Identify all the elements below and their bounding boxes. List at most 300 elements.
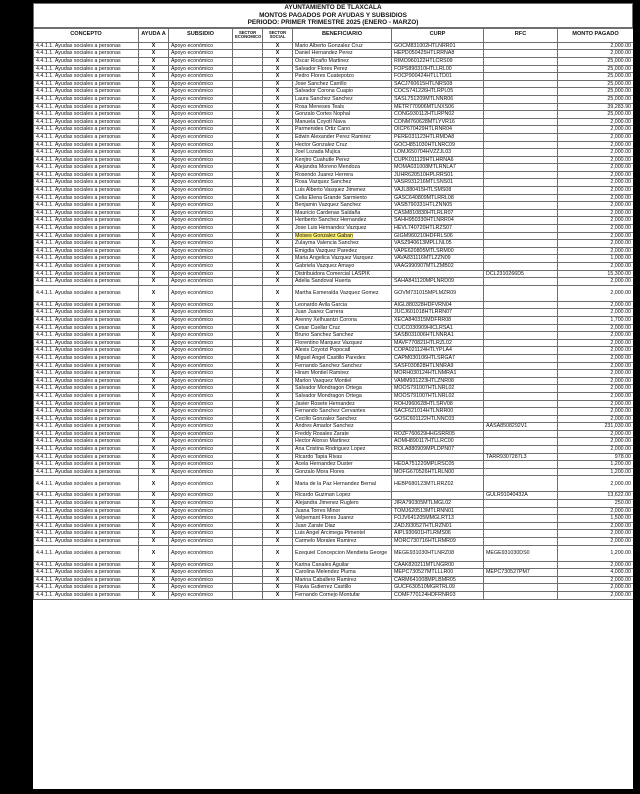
rfc-cell [484, 73, 558, 81]
sector-economico-mark [233, 354, 263, 362]
sector-economico-mark [233, 103, 263, 111]
subsidio-cell: Apoyo económico [169, 576, 233, 584]
ayuda-mark: X [139, 73, 169, 81]
beneficiario-cell: Karina Canales Aguilar [293, 561, 392, 569]
concepto-cell: 4.4.1.1. Ayudas sociales a personas [34, 187, 139, 195]
sector-social-mark: X [263, 73, 293, 81]
rfc-cell [484, 530, 558, 538]
sector-social-mark: X [263, 57, 293, 65]
sector-social-mark: X [263, 530, 293, 538]
subsidio-cell: Apoyo económico [169, 133, 233, 141]
curp-cell: COMF770124HDFRNR03 [392, 591, 484, 599]
table-row [34, 111, 634, 119]
sector-economico-mark [233, 95, 263, 103]
table-row [34, 530, 634, 538]
col-rfc: RFC [484, 28, 558, 42]
ayuda-mark: X [139, 118, 169, 126]
rfc-cell [484, 247, 558, 255]
table-row [34, 141, 634, 149]
subsidio-cell: Apoyo económico [169, 141, 233, 149]
monto-cell: 2,000.00 [558, 232, 634, 240]
rfc-cell [484, 507, 558, 515]
sector-social-mark: X [263, 103, 293, 111]
sector-social-mark: X [263, 476, 293, 492]
concepto-cell: 4.4.1.1. Ayudas sociales a personas [34, 584, 139, 592]
sector-economico-mark [233, 164, 263, 172]
ayuda-mark: X [139, 301, 169, 309]
table-row [34, 217, 634, 225]
table-row [34, 263, 634, 271]
ayuda-mark: X [139, 309, 169, 317]
highlighted-name: Moises Gonzalez Gaban [295, 232, 354, 239]
curp-cell: CUCC030909HICLRSA1 [392, 324, 484, 332]
concepto-cell: 4.4.1.1. Ayudas sociales a personas [34, 576, 139, 584]
curp-cell: ROLA880909MPLDPN07 [392, 446, 484, 454]
sector-economico-mark [233, 545, 263, 561]
ayuda-mark: X [139, 270, 169, 278]
table-row [34, 179, 634, 187]
beneficiario-cell: Bruno Sanchez Sanchez [293, 332, 392, 340]
sector-social-mark: X [263, 569, 293, 577]
sector-economico-mark [233, 65, 263, 73]
curp-cell: ZADJ930527HTLRZN01 [392, 522, 484, 530]
concepto-cell: 4.4.1.1. Ayudas sociales a personas [34, 377, 139, 385]
curp-cell: SASF030828HTLNNRA9 [392, 362, 484, 370]
subsidio-cell: Apoyo económico [169, 370, 233, 378]
curp-cell: MEGE931030HTLNRZ08 [392, 545, 484, 561]
table-row [34, 118, 634, 126]
sector-social-mark: X [263, 270, 293, 278]
curp-cell: VASZ940613MPLLNL05 [392, 240, 484, 248]
curp-cell: CONG930112HTLRPN02 [392, 111, 484, 119]
concepto-cell: 4.4.1.1. Ayudas sociales a personas [34, 285, 139, 301]
sector-economico-mark [233, 492, 263, 500]
sector-economico-mark [233, 584, 263, 592]
beneficiario-cell: Mario Alberto Gonzalez Cruz [293, 42, 392, 50]
sector-social-mark: X [263, 538, 293, 546]
sector-economico-mark [233, 385, 263, 393]
monto-cell: 2,000.00 [558, 126, 634, 134]
concepto-cell: 4.4.1.1. Ayudas sociales a personas [34, 569, 139, 577]
sector-economico-mark [233, 500, 263, 508]
rfc-cell [484, 80, 558, 88]
subsidio-cell: Apoyo económico [169, 400, 233, 408]
table-row [34, 133, 634, 141]
monto-cell: 39,283.90 [558, 103, 634, 111]
subsidio-cell: Apoyo económico [169, 80, 233, 88]
monto-cell: 2,000.00 [558, 476, 634, 492]
table-row [34, 202, 634, 210]
concepto-cell: 4.4.1.1. Ayudas sociales a personas [34, 385, 139, 393]
ayuda-mark: X [139, 591, 169, 599]
table-row [34, 400, 634, 408]
concepto-cell: 4.4.1.1. Ayudas sociales a personas [34, 515, 139, 523]
sector-social-mark: X [263, 423, 293, 431]
rfc-cell [484, 209, 558, 217]
subsidio-cell: Apoyo económico [169, 278, 233, 286]
monto-cell: 2,000.00 [558, 584, 634, 592]
ayuda-mark: X [139, 285, 169, 301]
ayuda-mark: X [139, 225, 169, 233]
table-row [34, 415, 634, 423]
sector-social-mark: X [263, 156, 293, 164]
table-row [34, 88, 634, 96]
beneficiario-cell: Miguel Angel Castillo Paredes [293, 354, 392, 362]
rfc-cell [484, 561, 558, 569]
subsidio-cell: Apoyo económico [169, 309, 233, 317]
curp-cell [392, 270, 484, 278]
rfc-cell [484, 377, 558, 385]
ayuda-mark: X [139, 88, 169, 96]
monto-cell: 2,000.00 [558, 538, 634, 546]
subsidio-cell: Apoyo económico [169, 453, 233, 461]
concepto-cell: 4.4.1.1. Ayudas sociales a personas [34, 95, 139, 103]
concepto-cell: 4.4.1.1. Ayudas sociales a personas [34, 423, 139, 431]
sector-economico-mark [233, 515, 263, 523]
concepto-cell: 4.4.1.1. Ayudas sociales a personas [34, 324, 139, 332]
subsidio-cell: Apoyo económico [169, 461, 233, 469]
rfc-cell [484, 584, 558, 592]
concepto-cell: 4.4.1.1. Ayudas sociales a personas [34, 507, 139, 515]
rfc-cell [484, 118, 558, 126]
sector-economico-mark [233, 430, 263, 438]
table-row [34, 354, 634, 362]
curp-cell: JUCJ601018HTLRRN07 [392, 309, 484, 317]
curp-cell: SASL751209MTLNNR06 [392, 95, 484, 103]
table-row [34, 225, 634, 233]
monto-cell: 2,000.00 [558, 415, 634, 423]
concepto-cell: 4.4.1.1. Ayudas sociales a personas [34, 301, 139, 309]
table-row [34, 522, 634, 530]
sector-social-mark: X [263, 453, 293, 461]
curp-cell: MOOS791007HTLNRL02 [392, 385, 484, 393]
subsidio-cell: Apoyo económico [169, 65, 233, 73]
beneficiario-cell: Laura Sanchez Sanchez [293, 95, 392, 103]
rfc-cell [484, 141, 558, 149]
sector-economico-mark [233, 324, 263, 332]
beneficiario-cell: Alexis Coyotzi Popocatl [293, 347, 392, 355]
rfc-cell [484, 171, 558, 179]
beneficiario-cell: Jose Sanchez Carrillo [293, 80, 392, 88]
sector-social-mark: X [263, 438, 293, 446]
table-row [34, 164, 634, 172]
sector-social-mark: X [263, 149, 293, 157]
subsidio-cell: Apoyo económico [169, 156, 233, 164]
concepto-cell: 4.4.1.1. Ayudas sociales a personas [34, 50, 139, 58]
curp-cell: MORH030124HTLNMRA1 [392, 370, 484, 378]
beneficiario-cell: Pedro Flores Cuatepotzo [293, 73, 392, 81]
subsidio-cell: Apoyo económico [169, 247, 233, 255]
ayuda-mark: X [139, 453, 169, 461]
col-sector-economico: SECTOR ECONOMICO [233, 28, 263, 42]
monto-cell: 2,000.00 [558, 430, 634, 438]
sector-economico-mark [233, 255, 263, 263]
subsidio-cell: Apoyo económico [169, 362, 233, 370]
rfc-cell [484, 446, 558, 454]
concepto-cell: 4.4.1.1. Ayudas sociales a personas [34, 156, 139, 164]
curp-cell [392, 492, 484, 500]
rfc-cell [484, 385, 558, 393]
beneficiario-cell: Luis Alberto Vasquez Jimenez [293, 187, 392, 195]
curp-cell: CARM641008MPLBMR05 [392, 576, 484, 584]
monto-cell: 2,000.00 [558, 141, 634, 149]
monto-cell: 2,000.00 [558, 285, 634, 301]
rfc-cell [484, 232, 558, 240]
table-row [34, 500, 634, 508]
concepto-cell: 4.4.1.1. Ayudas sociales a personas [34, 263, 139, 271]
concepto-cell: 4.4.1.1. Ayudas sociales a personas [34, 332, 139, 340]
rfc-cell [484, 103, 558, 111]
sector-social-mark: X [263, 408, 293, 416]
subsidio-cell: Apoyo económico [169, 438, 233, 446]
sector-social-mark: X [263, 468, 293, 476]
curp-cell: SAHA841120MPLNRD09 [392, 278, 484, 286]
sector-social-mark: X [263, 255, 293, 263]
monto-cell: 25,000.00 [558, 111, 634, 119]
rfc-cell [484, 362, 558, 370]
sector-social-mark: X [263, 126, 293, 134]
document-sheet [33, 3, 633, 789]
monto-cell: 2,000.00 [558, 591, 634, 599]
monto-cell: 2,000.00 [558, 278, 634, 286]
subsidio-cell: Apoyo económico [169, 225, 233, 233]
sector-economico-mark [233, 88, 263, 96]
sector-social-mark: X [263, 50, 293, 58]
beneficiario-cell: Juan Zarate Diaz [293, 522, 392, 530]
concepto-cell: 4.4.1.1. Ayudas sociales a personas [34, 111, 139, 119]
table-row [34, 370, 634, 378]
beneficiario-cell: Distribuidora Comercial LASPIK [293, 270, 392, 278]
beneficiario-cell: Arenny Xelhuantzi Corona [293, 316, 392, 324]
sector-social-mark: X [263, 461, 293, 469]
rfc-cell [484, 339, 558, 347]
sector-economico-mark [233, 133, 263, 141]
table-row [34, 50, 634, 58]
curp-cell: JUHR620510HPLRRS01 [392, 171, 484, 179]
table-row [34, 453, 634, 461]
curp-cell: SASB031006HTLNNRA1 [392, 332, 484, 340]
monto-cell: 2,000.00 [558, 332, 634, 340]
concepto-cell: 4.4.1.1. Ayudas sociales a personas [34, 446, 139, 454]
sector-economico-mark [233, 156, 263, 164]
monto-cell: 15,300.00 [558, 270, 634, 278]
ayuda-mark: X [139, 133, 169, 141]
sector-social-mark: X [263, 515, 293, 523]
table-row [34, 569, 634, 577]
ayuda-mark: X [139, 408, 169, 416]
beneficiario-cell: Kenjiro Cuahutle Perez [293, 156, 392, 164]
monto-cell: 231,030.00 [558, 423, 634, 431]
sector-economico-mark [233, 377, 263, 385]
curp-cell: GUCF630510MGRTRL09 [392, 584, 484, 592]
monto-cell: 25,000.00 [558, 80, 634, 88]
sector-economico-mark [233, 179, 263, 187]
ayuda-mark: X [139, 400, 169, 408]
curp-cell: MAVF770821HTLRZL02 [392, 339, 484, 347]
ayuda-mark: X [139, 423, 169, 431]
beneficiario-cell: Salvador Mondragon Ortega [293, 385, 392, 393]
ayuda-mark: X [139, 354, 169, 362]
sector-economico-mark [233, 438, 263, 446]
ayuda-mark: X [139, 515, 169, 523]
curp-cell: SAHH950330HTLNRR04 [392, 217, 484, 225]
curp-cell: SACJ760615HTLNRS08 [392, 80, 484, 88]
sector-social-mark: X [263, 339, 293, 347]
curp-cell: XECA840315MDFRR08 [392, 316, 484, 324]
sector-economico-mark [233, 362, 263, 370]
col-ayuda: AYUDA A [139, 28, 169, 42]
rfc-cell [484, 88, 558, 96]
sector-economico-mark [233, 370, 263, 378]
sector-economico-mark [233, 232, 263, 240]
subsidio-cell: Apoyo económico [169, 118, 233, 126]
beneficiario-cell: Hiram Montiel Ramirez [293, 370, 392, 378]
rfc-cell [484, 263, 558, 271]
monto-cell: 2,000.00 [558, 446, 634, 454]
monto-cell: 2,000.00 [558, 347, 634, 355]
monto-cell: 2,000.00 [558, 179, 634, 187]
rfc-cell [484, 370, 558, 378]
concepto-cell: 4.4.1.1. Ayudas sociales a personas [34, 430, 139, 438]
rfc-cell [484, 285, 558, 301]
beneficiario-cell: Ana Cristina Rodriguez Lopez [293, 446, 392, 454]
sector-social-mark: X [263, 415, 293, 423]
ayuda-mark: X [139, 80, 169, 88]
sector-economico-mark [233, 225, 263, 233]
sector-social-mark: X [263, 65, 293, 73]
concepto-cell: 4.4.1.1. Ayudas sociales a personas [34, 118, 139, 126]
sector-economico-mark [233, 569, 263, 577]
subsidio-cell: Apoyo económico [169, 95, 233, 103]
sector-social-mark: X [263, 377, 293, 385]
sector-economico-mark [233, 400, 263, 408]
sector-social-mark: X [263, 141, 293, 149]
curp-cell: VAMM931223HTLZNR08 [392, 377, 484, 385]
ayuda-mark: X [139, 57, 169, 65]
table-row [34, 285, 634, 301]
curp-cell: PERE031123HTLRMDA8 [392, 133, 484, 141]
subsidio-cell: Apoyo económico [169, 111, 233, 119]
concepto-cell: 4.4.1.1. Ayudas sociales a personas [34, 141, 139, 149]
sector-economico-mark [233, 415, 263, 423]
monto-cell: 1,500.00 [558, 515, 634, 523]
monto-cell: 250.00 [558, 500, 634, 508]
monto-cell: 25,000.00 [558, 57, 634, 65]
sector-social-mark: X [263, 278, 293, 286]
sector-economico-mark [233, 576, 263, 584]
sector-economico-mark [233, 591, 263, 599]
rfc-cell [484, 538, 558, 546]
beneficiario-cell: Andres Amador Sanchez [293, 423, 392, 431]
ayuda-mark: X [139, 339, 169, 347]
sector-social-mark: X [263, 385, 293, 393]
monto-cell: 2,000.00 [558, 202, 634, 210]
concepto-cell: 4.4.1.1. Ayudas sociales a personas [34, 438, 139, 446]
rfc-cell [484, 42, 558, 50]
table-row [34, 247, 634, 255]
monto-cell: 2,000.00 [558, 438, 634, 446]
concepto-cell: 4.4.1.1. Ayudas sociales a personas [34, 476, 139, 492]
monto-cell: 1,200.00 [558, 545, 634, 561]
sector-social-mark: X [263, 217, 293, 225]
table-row [34, 468, 634, 476]
ayuda-mark: X [139, 149, 169, 157]
beneficiario-cell: Zulayma Valencia Sanchez [293, 240, 392, 248]
sector-economico-mark [233, 316, 263, 324]
ayuda-mark: X [139, 263, 169, 271]
beneficiario-cell: Florentino Marquez Vazquez [293, 339, 392, 347]
rfc-cell [484, 415, 558, 423]
concepto-cell: 4.4.1.1. Ayudas sociales a personas [34, 461, 139, 469]
sector-social-mark: X [263, 507, 293, 515]
concepto-cell: 4.4.1.1. Ayudas sociales a personas [34, 347, 139, 355]
table-row [34, 126, 634, 134]
rfc-cell [484, 324, 558, 332]
table-row [34, 103, 634, 111]
sector-economico-mark [233, 332, 263, 340]
sector-social-mark: X [263, 187, 293, 195]
ayuda-mark: X [139, 111, 169, 119]
table-row [34, 515, 634, 523]
sector-economico-mark [233, 468, 263, 476]
rfc-cell [484, 255, 558, 263]
table-row [34, 65, 634, 73]
subsidio-cell: Apoyo económico [169, 301, 233, 309]
rfc-cell [484, 187, 558, 195]
beneficiario-cell: Maria de la Paz Hernandez Bernal [293, 476, 392, 492]
beneficiario-cell: Fernando Cornejo Montufar [293, 591, 392, 599]
curp-cell: AOMH890117HTLLRC00 [392, 438, 484, 446]
table-row [34, 476, 634, 492]
concepto-cell: 4.4.1.1. Ayudas sociales a personas [34, 408, 139, 416]
beneficiario-cell: Alejandra Moreno Mendoza [293, 164, 392, 172]
sector-social-mark: X [263, 164, 293, 172]
rfc-cell [484, 461, 558, 469]
beneficiario-cell: Salvador Flores Perez [293, 65, 392, 73]
monto-cell: 2,000.00 [558, 507, 634, 515]
sector-economico-mark [233, 263, 263, 271]
monto-cell: 25,000.00 [558, 65, 634, 73]
monto-cell: 2,000.00 [558, 50, 634, 58]
beneficiario-cell [293, 232, 392, 240]
monto-cell: 2,000.00 [558, 522, 634, 530]
ayuda-mark: X [139, 171, 169, 179]
monto-cell: 2,000.00 [558, 156, 634, 164]
table-row [34, 446, 634, 454]
monto-cell: 2,000.00 [558, 385, 634, 393]
sector-economico-mark [233, 149, 263, 157]
beneficiario-cell: Salvador Corona Cuapio [293, 88, 392, 96]
ayuda-mark: X [139, 316, 169, 324]
monto-cell: 2,000.00 [558, 217, 634, 225]
beneficiario-cell: Fernando Sanchez Cervantes [293, 408, 392, 416]
beneficiario-cell: Luis Angel Arcimega Pimentel [293, 530, 392, 538]
monto-cell: 2,000.00 [558, 354, 634, 362]
subsidio-cell: Apoyo económico [169, 171, 233, 179]
ayuda-mark: X [139, 392, 169, 400]
rfc-cell [484, 591, 558, 599]
monto-cell: 2,000.00 [558, 187, 634, 195]
ayuda-mark: X [139, 126, 169, 134]
monto-cell: 2,000.00 [558, 164, 634, 172]
sector-social-mark: X [263, 179, 293, 187]
ayuda-mark: X [139, 156, 169, 164]
ayuda-mark: X [139, 232, 169, 240]
rfc-cell [484, 111, 558, 119]
sector-economico-mark [233, 309, 263, 317]
sector-social-mark: X [263, 194, 293, 202]
curp-cell: GASC640809MTLRRL08 [392, 194, 484, 202]
